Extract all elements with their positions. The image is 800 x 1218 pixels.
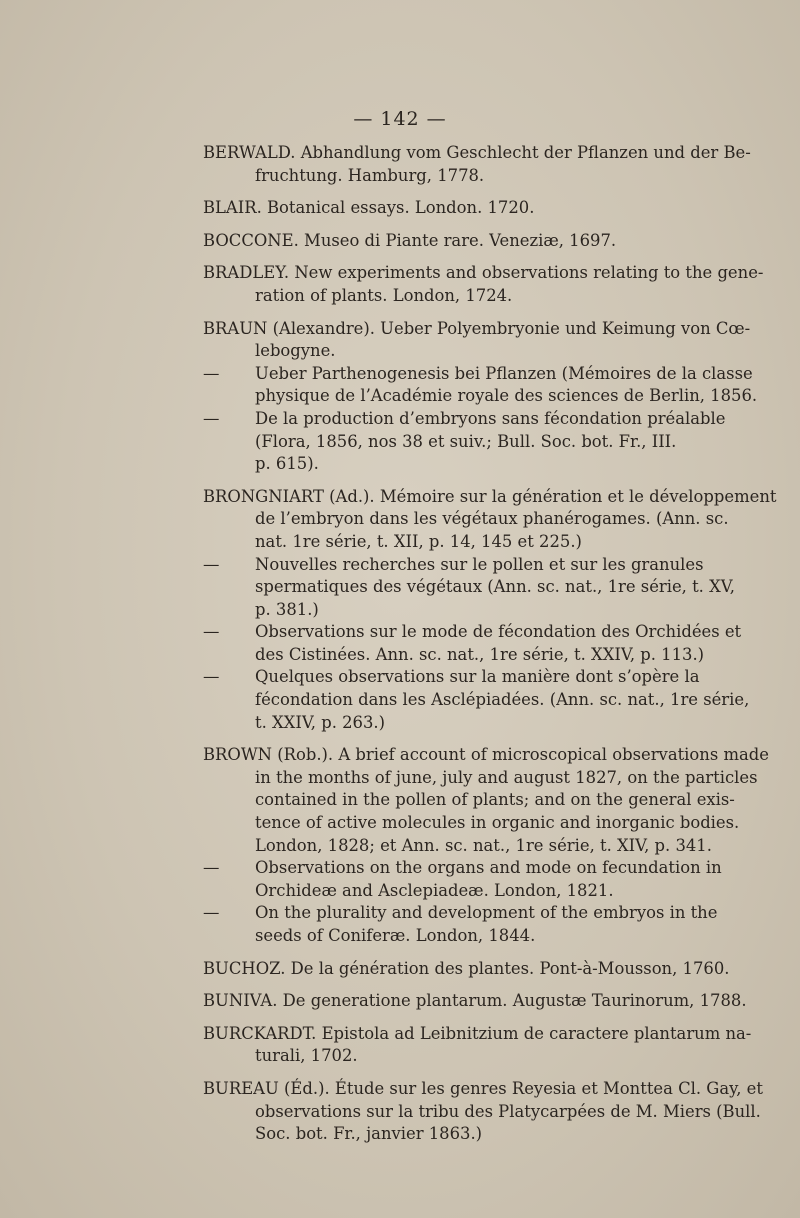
entry-line: Nouvelles recherches sur le pollen et sur les granules [255,554,704,574]
entry-line: t. XXIV, p. 263.) [255,712,386,732]
entry-line: in the months of june, july and august 1827, on the particles [255,767,758,787]
bibliography-subentry [203,902,718,947]
entry-line: On the plurality and development of the embryos in the [255,903,718,923]
entry-line: BRONGNIART (Ad.). Mémoire sur la génération et le développement [203,486,777,506]
entry-line: spermatiques des végétaux (Ann. sc. nat., 1re série, t. XV, [255,577,735,597]
entry-line: Observations sur le mode de fécondation des Orchidées et [255,622,742,642]
entry-line: Soc. bot. Fr., janvier 1863.) [255,1124,483,1144]
entry-line: London, 1828; et Ann. sc. nat., 1re série, t. XIV, p. 341. [255,835,712,855]
bibliography-subentry [203,857,722,902]
entry-line: de l’embryon dans les végétaux phanérogames. (Ann. sc. [255,509,729,529]
ditto-dash: — [203,622,220,642]
bibliography-entry [203,1023,752,1068]
entry-line: lebogyne. [255,341,336,361]
entry-line: BLAIR. Botanical essays. London. 1720. [203,198,535,218]
ditto-dash: — [203,363,220,383]
bibliography-entry [203,990,747,1013]
bibliography-subentry [203,554,735,622]
bibliography-subentry [203,666,750,734]
bibliography-subentry [203,363,758,408]
bibliography-entry [203,744,769,857]
entry-line: Orchideæ and Asclepiadeæ. London, 1821. [255,880,614,900]
entry-line: BERWALD. Abhandlung vom Geschlecht der Pflanzen und der Be- [203,143,751,162]
entry-line: ration of plants. London, 1724. [255,285,513,305]
bibliography-entry [203,230,698,253]
ditto-dash: — [203,858,220,878]
bibliography-list [203,142,777,1156]
entry-line: contained in the pollen of plants; and on the general exis- [255,790,735,810]
entry-line: BOCCONE. Museo di Piante rare. Veneziæ, 1697. [203,230,617,250]
entry-line: observations sur la tribu des Platycarpées de M. Miers (Bull. [255,1101,761,1121]
entry-line: De la production d’embryons sans fécondation préalable [255,408,726,428]
entry-line: nat. 1re série, t. XII, p. 14, 145 et 225.) [255,531,582,551]
entry-line: BUCHOZ. De la génération des plantes. Pont-à-Mousson, 1760. [203,958,730,978]
bibliography-entry [203,486,777,554]
bibliography-entry [203,142,751,187]
ditto-dash: — [203,554,220,574]
entry-line: Quelques observations sur la manière dont s’opère la [255,667,700,687]
entry-line: p. 615). [255,454,319,474]
bibliography-entry [203,318,751,363]
bibliography-entry [203,1078,763,1146]
bibliography-subentry [203,408,726,476]
entry-line: (Flora, 1856, nos 38 et suiv.; Bull. Soc. bot. Fr., III. [255,431,677,451]
bibliography-subentry [203,621,742,666]
entry-line: BRAUN (Alexandre). Ueber Polyembryonie und Keimung von Cœ- [203,318,751,338]
entry-line: fruchtung. Hamburg, 1778. [255,165,485,185]
entry-line: physique de l’Académie royale des sciences de Berlin, 1856. [255,386,758,406]
entry-line: BURCKARDT. Epistola ad Leibnitzium de caractere plantarum na- [203,1023,752,1043]
bibliography-entry [203,197,698,220]
entry-line: Observations on the organs and mode on fecundation in [255,858,722,878]
entry-line: p. 381.) [255,599,319,619]
entry-line: des Cistinées. Ann. sc. nat., 1re série, t. XXIV, p. 113.) [255,644,705,664]
entry-line: turali, 1702. [255,1046,358,1066]
page-number: — 142 — [353,108,447,130]
ditto-dash: — [203,667,220,687]
entry-line: BRADLEY. New experiments and observations relating to the gene- [203,263,764,283]
ditto-dash: — [203,903,220,923]
entry-line: Ueber Parthenogenesis bei Pflanzen (Mémoires de la classe [255,363,753,383]
entry-line: tence of active molecules in organic and inorganic bodies. [255,813,740,833]
entry-line: BUREAU (Éd.). Étude sur les genres Reyesia et Monttea Cl. Gay, et [203,1078,763,1098]
ditto-dash: — [203,408,220,428]
entry-line: seeds of Coniferæ. London, 1844. [255,926,536,945]
bibliography-entry [203,958,730,981]
entry-line: fécondation dans les Asclépiadées. (Ann. sc. nat., 1re série, [255,690,750,710]
entry-line: BROWN (Rob.). A brief account of microscopical observations made [203,745,769,765]
bibliography-entry [203,262,764,307]
entry-line: BUNIVA. De generatione plantarum. Augustæ Taurinorum, 1788. [203,991,747,1011]
